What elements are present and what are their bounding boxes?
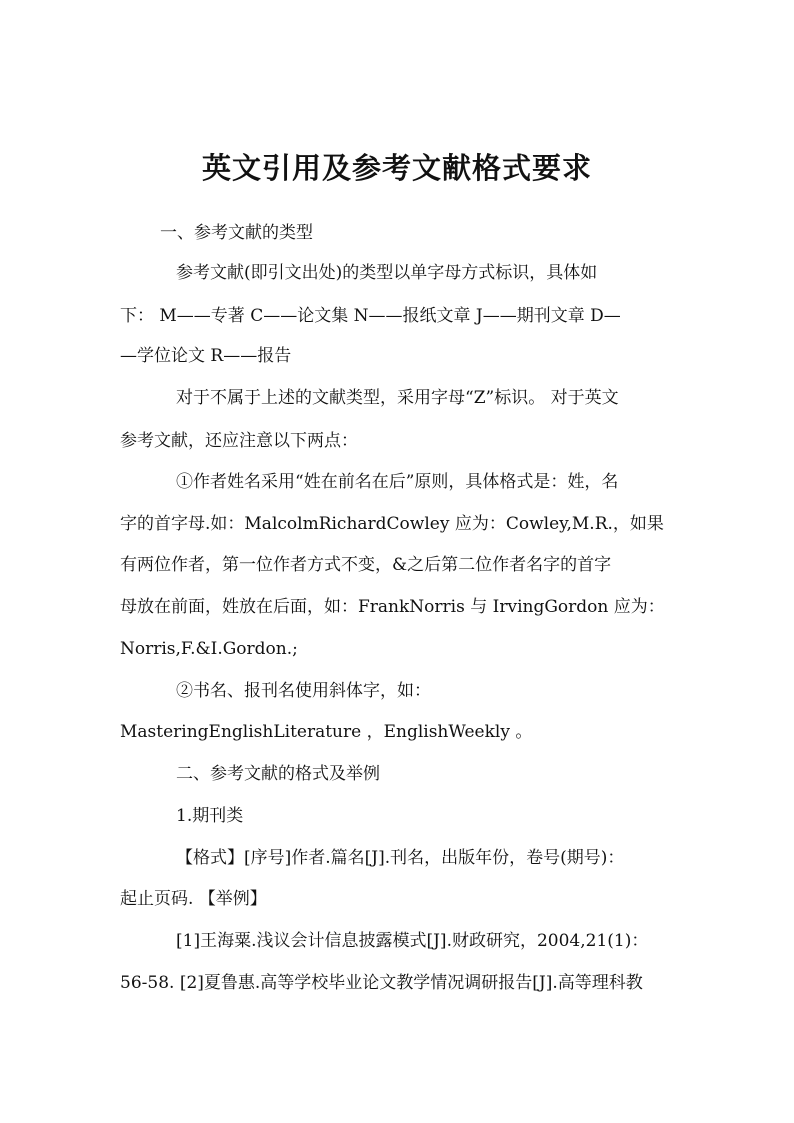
paragraph-line: 有两位作者，第一位作者方式不变，&之后第二位作者名字的首字 — [120, 555, 612, 575]
paragraph-line: 母放在前面，姓放在后面，如：FrankNorris 与 IrvingGordon 应为： — [120, 597, 665, 617]
paragraph-line: 对于不属于上述的文献类型，采用字母“Z”标识。 对于英文 — [176, 388, 619, 408]
paragraph-line: [1]王海粟.浅议会计信息披露模式[J].财政研究，2004,21(1)： — [176, 931, 649, 951]
paragraph-line: 【格式】[序号]作者.篇名[J].刊名，出版年份，卷号(期号)： — [176, 848, 625, 868]
paragraph-line: 下： M——专著 C——论文集 N——报纸文章 J——期刊文章 D— — [120, 306, 621, 326]
subsection-heading: 1.期刊类 — [176, 806, 244, 826]
paragraph-line: Norris,F.&I.Gordon.; — [120, 639, 298, 659]
paragraph-line: 参考文献(即引文出处)的类型以单字母方式标识，具体如 — [176, 263, 598, 283]
section-heading: 一、参考文献的类型 — [160, 223, 313, 243]
paragraph-line: ②书名、报刊名使用斜体字，如： — [176, 681, 431, 701]
paragraph-line: 起止页码. 【举例】 — [120, 889, 267, 909]
paragraph-line: MasteringEnglishLiterature ，EnglishWeekly 。 — [120, 722, 533, 742]
paragraph-line: —学位论文 R——报告 — [120, 346, 292, 366]
page-title: 英文引用及参考文献格式要求 — [201, 151, 592, 185]
paragraph-line: 参考文献，还应注意以下两点： — [120, 431, 358, 451]
paragraph-line: 56-58. [2]夏鲁惠.高等学校毕业论文教学情况调研报告[J].高等理科教 — [120, 973, 643, 993]
section-heading: 二、参考文献的格式及举例 — [176, 764, 380, 784]
paragraph-line: 字的首字母.如：MalcolmRichardCowley 应为：Cowley,M.R.，如果 — [120, 514, 664, 534]
paragraph-line: ①作者姓名采用“姓在前名在后”原则，具体格式是：姓，名 — [176, 472, 619, 492]
